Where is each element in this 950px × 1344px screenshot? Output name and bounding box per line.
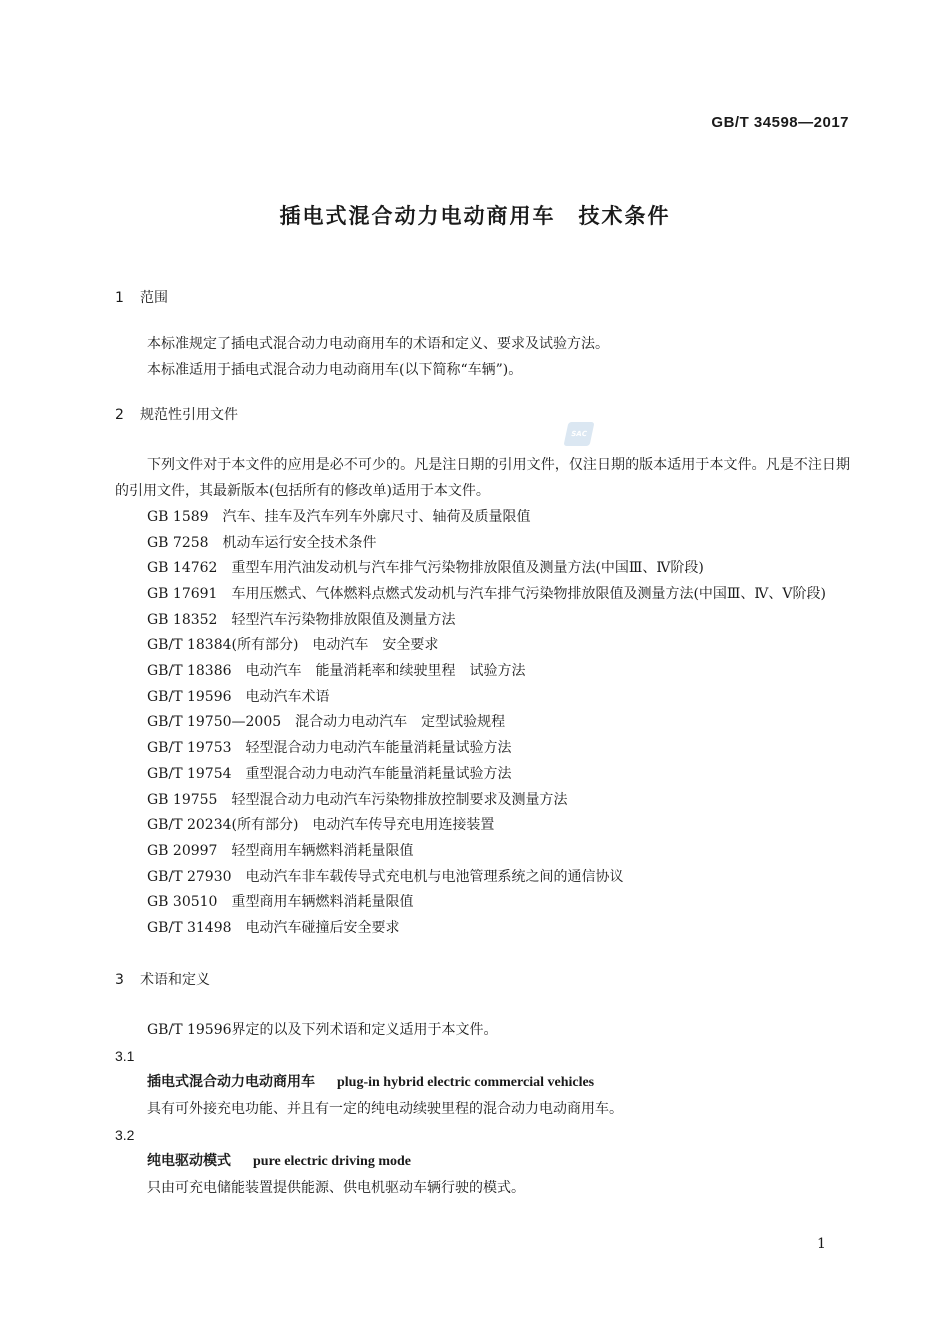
term-chinese: 纯电驱动模式 [147,1153,231,1170]
section-2-heading [115,403,850,427]
reference-item: GB/T 19750—2005 混合动力电动汽车 定型试验规程 [147,714,506,731]
reference-item: GB/T 18384(所有部分) 电动汽车 安全要求 [147,637,439,654]
scope-paragraph: 本标准适用于插电式混合动力电动商用车(以下简称“车辆”)。 [147,361,523,378]
reference-item: GB/T 19754 重型混合动力电动汽车能量消耗量试验方法 [147,765,512,782]
page-number: 1 [817,1236,826,1252]
section-title: 规范性引用文件 [140,407,238,424]
reference-item: GB/T 18386 电动汽车 能量消耗率和续驶里程 试验方法 [147,663,526,680]
reference-item: GB/T 20234(所有部分) 电动汽车传导充电用连接装置 [147,817,495,834]
terms-intro: GB/T 19596界定的以及下列术语和定义适用于本文件。 [147,1021,498,1038]
reference-item: GB 7258 机动车运行安全技术条件 [147,534,377,551]
reference-item: GB 30510 重型商用车辆燃料消耗量限值 [147,894,414,911]
sac-watermark-logo: SAC [563,422,594,446]
section-number: 3 [115,971,124,988]
term-definition: 只由可充电储能装置提供能源、供电机驱动车辆行驶的模式。 [147,1180,525,1197]
term-number: 3.1 [115,1048,135,1065]
term-definition: 具有可外接充电功能、并且有一定的纯电动续驶里程的混合动力电动商用车。 [147,1101,623,1118]
document-body [115,286,850,1201]
standard-code: GB/T 34598—2017 [711,114,849,131]
reference-item: GB 14762 重型车用汽油发动机与汽车排气污染物排放限值及测量方法(中国Ⅲ、Ⅳ阶段) [147,560,704,577]
reference-item: GB 18352 轻型汽车污染物排放限值及测量方法 [147,611,456,628]
term-title [115,1148,850,1175]
term-english: plug-in hybrid electric commercial vehicles [337,1075,595,1091]
section-number: 2 [115,407,124,424]
section-title: 术语和定义 [140,971,210,988]
document-title: 插电式混合动力电动商用车 技术条件 [279,204,671,228]
reference-item: GB/T 19596 电动汽车术语 [147,688,330,705]
reference-item: GB/T 31498 电动汽车碰撞后安全要求 [147,920,400,937]
term-chinese: 插电式混合动力电动商用车 [147,1074,315,1091]
term-english: pure electric driving mode [253,1154,411,1170]
term-title [115,1069,850,1096]
section-1-heading [115,286,850,310]
section-title: 范围 [140,290,168,306]
term-number: 3.2 [115,1127,135,1144]
reference-item: GB/T 19753 轻型混合动力电动汽车能量消耗量试验方法 [147,740,512,757]
reference-item: GB 1589 汽车、挂车及汽车列车外廓尺寸、轴荷及质量限值 [147,508,531,525]
scope-paragraph: 本标准规定了插电式混合动力电动商用车的术语和定义、要求及试验方法。 [147,336,609,352]
reference-item: GB 17691 车用压燃式、气体燃料点燃式发动机与汽车排气污染物排放限值及测量方法(中国Ⅲ、Ⅳ、Ⅴ阶段) [147,585,826,602]
section-3-heading [115,968,850,992]
reference-item: GB 19755 轻型混合动力电动汽车污染物排放控制要求及测量方法 [147,791,568,808]
references-intro: 下列文件对于本文件的应用是必不可少的。凡是注日期的引用文件，仅注日期的版本适用于本文件。凡是不注日期的引用文件，其最新版本(包括所有的修改单)适用于本文件。 [115,457,850,500]
section-number: 1 [115,290,124,306]
reference-item: GB 20997 轻型商用车辆燃料消耗量限值 [147,842,414,859]
reference-item: GB/T 27930 电动汽车非车载传导式充电机与电池管理系统之间的通信协议 [147,868,624,885]
